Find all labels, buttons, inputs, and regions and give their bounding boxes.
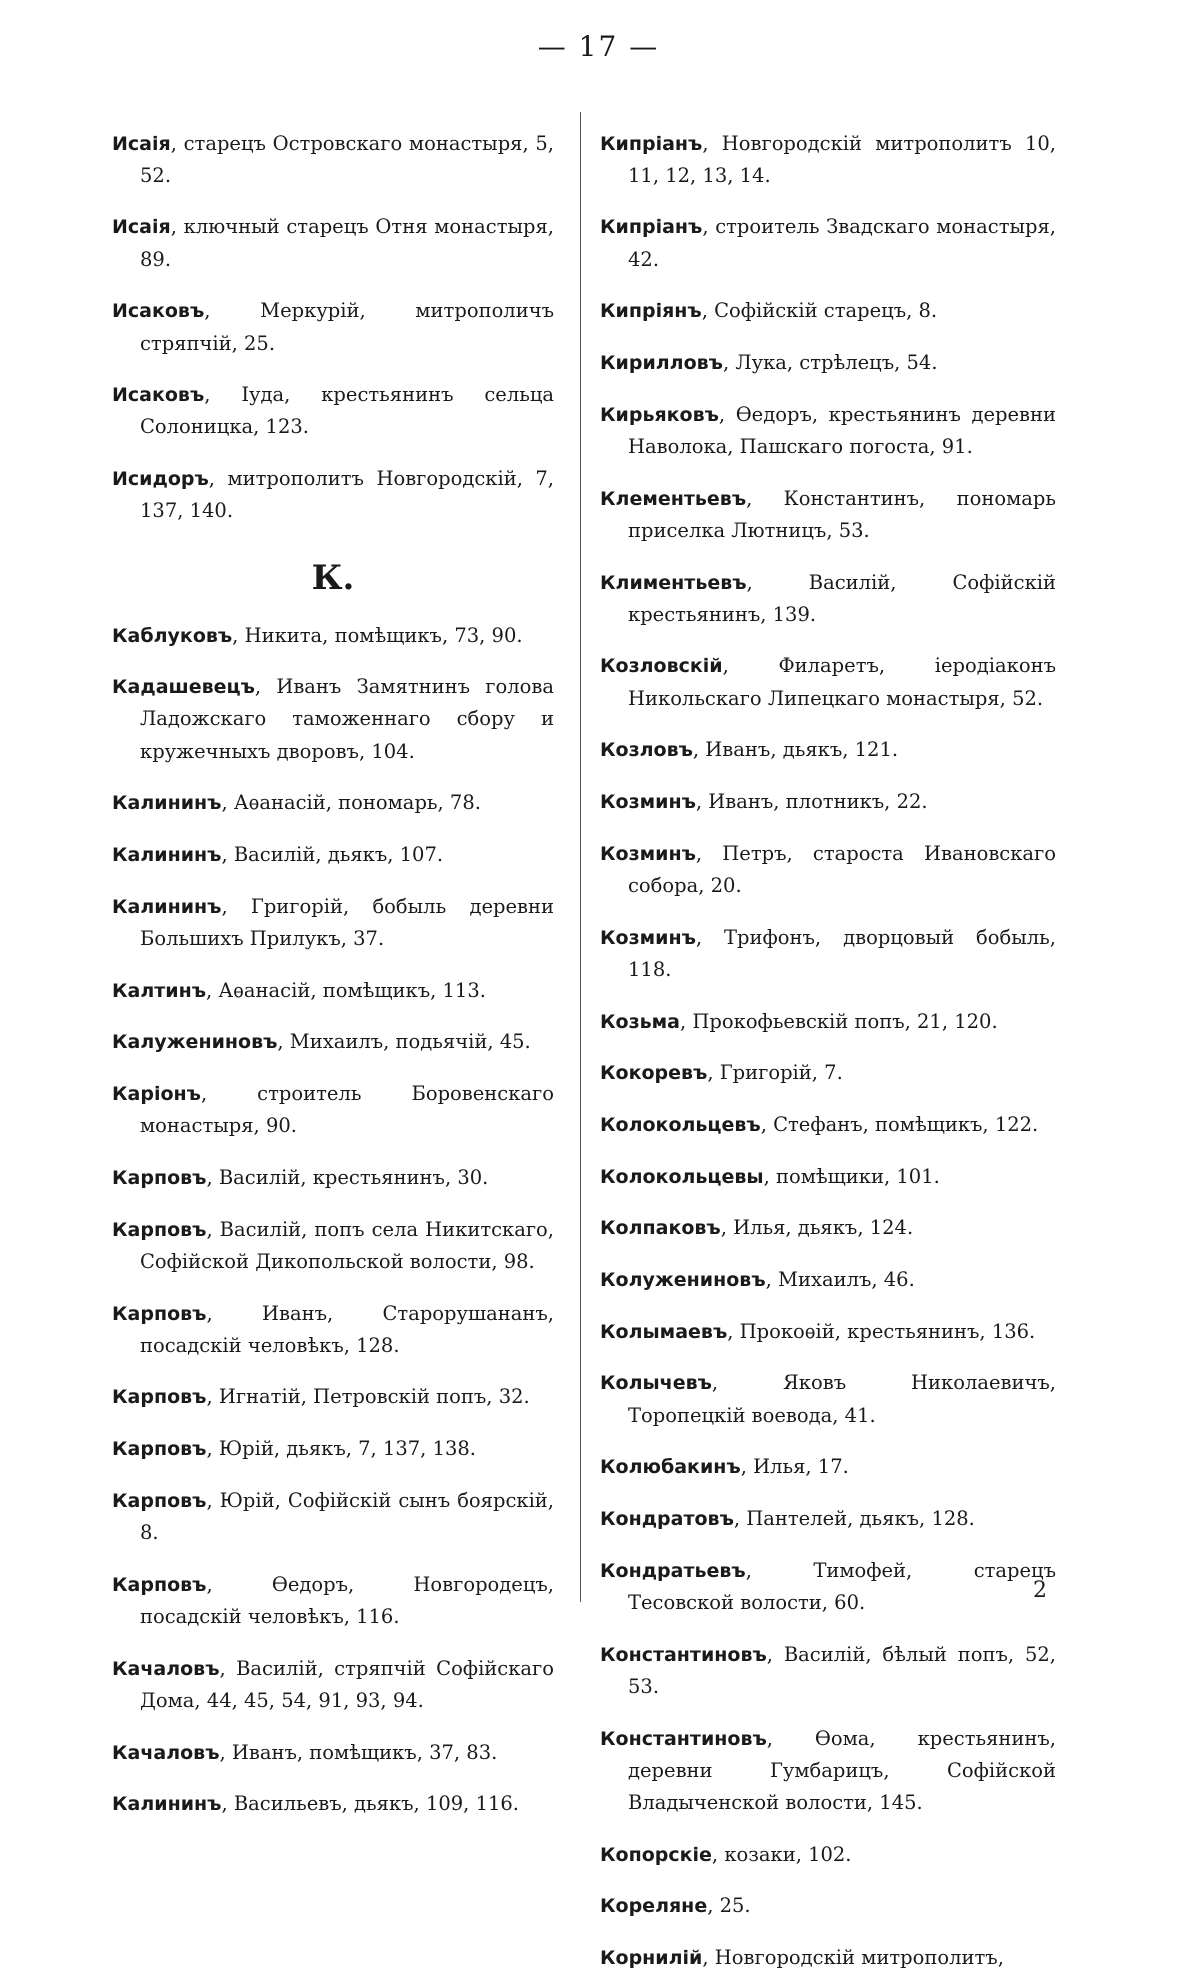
entry-name: Колокольцевъ [600, 1113, 761, 1136]
entry-text: , Василій, дьякъ, 107. [221, 843, 444, 867]
entry-name: Константиновъ [600, 1643, 767, 1666]
index-entry [112, 620, 554, 652]
entry-name: Калининъ [112, 844, 222, 867]
index-entry [600, 399, 1056, 463]
left-column [112, 108, 554, 1824]
index-entry [112, 379, 554, 443]
entry-name: Колужениновъ [600, 1269, 766, 1292]
entry-name: Исидоръ [112, 468, 209, 491]
entry-text: , Иванъ Замятнинъ голова Ладожскаго таможеннаго сбору и кружечныхъ дворовъ, 104. [140, 675, 554, 763]
index-entry [600, 838, 1056, 902]
entry-name: Козьма [600, 1010, 680, 1033]
index-entry [112, 1298, 554, 1362]
index-entry [112, 839, 554, 871]
index-entry [600, 1451, 1056, 1483]
entry-name: Кондратовъ [600, 1508, 734, 1531]
entry-text: , козаки, 102. [711, 1842, 852, 1866]
entry-text: , Меркурій, митрополичъ стряпчій, 25. [140, 299, 554, 355]
entry-text: , Илья, дьякъ, 124. [720, 1216, 914, 1240]
entry-name: Кирилловъ [600, 352, 723, 375]
index-entry [112, 463, 554, 527]
section-letter: К. [311, 557, 355, 598]
entry-text: , помѣщики, 101. [763, 1164, 940, 1188]
index-entry [600, 1057, 1056, 1089]
entry-text: , Юрій, Софійскій сынъ боярскій, 8. [140, 1488, 554, 1545]
index-entry [600, 922, 1056, 986]
index-entry [600, 1006, 1056, 1038]
entry-name: Колюбакинъ [600, 1456, 741, 1479]
entry-name: Кирьяковъ [600, 403, 719, 426]
entry-name: Корнилій [600, 1947, 703, 1970]
entry-text: , Новгородскій митрополитъ, [702, 1946, 1004, 1970]
index-entry [112, 1381, 554, 1413]
index-entry [112, 128, 554, 192]
index-entry [600, 1723, 1056, 1820]
entry-text: , Лука, стрѣлецъ, 54. [722, 351, 938, 375]
entry-name: Каблуковъ [112, 624, 233, 647]
entry-text: , Михаилъ, 46. [765, 1268, 915, 1292]
entry-text: , Ѳедоръ, крестьянинъ деревни Наволока, Пашскаго погоста, 91. [628, 402, 1056, 458]
entry-text: , Стефанъ, помѣщикъ, 122. [760, 1112, 1039, 1136]
entry-name: Калининъ [112, 895, 222, 918]
index-entry [600, 734, 1056, 766]
entry-name: Козминъ [600, 791, 696, 814]
entry-text: , Григорій, бобыль деревни Большихъ Прилукъ, 37. [140, 894, 554, 950]
entry-name: Кондратьевъ [600, 1559, 746, 1582]
entry-text: , Васильевъ, дьякъ, 109, 116. [221, 1792, 519, 1816]
entry-text: , Иванъ, Старорушананъ, посадскій человѣкъ, 128. [140, 1301, 554, 1357]
entry-text: , митрополитъ Новгородскій, 7, 137, 140. [140, 467, 554, 523]
entry-name: Кадашевецъ [112, 676, 255, 699]
entry-text: , ключный старецъ Отня монастыря, 89. [140, 215, 554, 271]
entry-name: Калужениновъ [112, 1031, 278, 1054]
index-entry [112, 787, 554, 819]
index-entry [600, 1212, 1056, 1244]
index-entry [600, 295, 1056, 327]
entry-name: Копорскіе [600, 1843, 712, 1866]
entry-name: Козминъ [600, 926, 696, 949]
entry-name: Кипріанъ [600, 132, 703, 155]
entry-name: Каріонъ [112, 1083, 201, 1106]
index-entry [112, 1788, 554, 1820]
index-entry [112, 975, 554, 1007]
entry-text: , Иванъ, помѣщикъ, 37, 83. [219, 1740, 498, 1764]
index-entry [112, 1653, 554, 1717]
entry-text: , строитель Боровенскаго монастыря, 90. [140, 1082, 554, 1138]
entry-name: Карповъ [112, 1218, 207, 1241]
entry-name: Колымаевъ [600, 1320, 728, 1343]
entry-name: Исаковъ [112, 384, 205, 407]
signature-mark: 2 [1033, 1578, 1047, 1603]
entry-text: , Юрій, дьякъ, 7, 137, 138. [206, 1437, 476, 1461]
index-entry [600, 1161, 1056, 1193]
entry-text: , Василій, крестьянинъ, 30. [206, 1165, 489, 1189]
index-entry [600, 483, 1056, 547]
index-entry [600, 1264, 1056, 1296]
index-entry [112, 1433, 554, 1465]
index-entry [112, 1485, 554, 1549]
entry-text: , Иванъ, плотникъ, 22. [695, 790, 928, 814]
entry-name: Карповъ [112, 1302, 207, 1325]
index-entry [112, 1078, 554, 1142]
entry-text: , Аѳанасій, пономарь, 78. [221, 791, 481, 815]
entry-name: Карповъ [112, 1386, 207, 1409]
index-entry [112, 1026, 554, 1058]
entry-text: , Софійскій старецъ, 8. [701, 299, 938, 323]
entry-name: Кокоревъ [600, 1062, 708, 1085]
index-entry [600, 211, 1056, 275]
entry-name: Колычевъ [600, 1372, 712, 1395]
entry-name: Колокольцевы [600, 1165, 764, 1188]
entry-text: , старецъ Островскаго монастыря, 5, 52. [140, 131, 554, 187]
entry-name: Кипріанъ [600, 216, 703, 239]
column-divider [580, 112, 581, 1602]
entry-text: , Прокофьевскій попъ, 21, 120. [680, 1009, 998, 1033]
entry-text: , Игнатій, Петровскій попъ, 32. [206, 1385, 530, 1409]
page-number: — 17 — [537, 30, 660, 63]
index-entry [600, 1503, 1056, 1535]
index-entry [112, 1569, 554, 1633]
entry-text: , Аѳанасій, помѣщикъ, 113. [206, 978, 486, 1002]
index-entry [112, 295, 554, 359]
entry-text: , Илья, 17. [740, 1455, 849, 1479]
entry-name: Исаія [112, 216, 171, 239]
index-entry [112, 891, 554, 955]
index-entry [112, 211, 554, 275]
entry-text: , Василій, стряпчій Софійскаго Дома, 44, 45, 54, 91, 93, 94. [140, 1656, 554, 1712]
right-column [600, 108, 1056, 1978]
entry-text: , Новгородскій митрополитъ 10, 11, 12, 13, 14. [628, 131, 1056, 187]
entry-text: , Михаилъ, подьячій, 45. [277, 1030, 531, 1054]
entry-name: Козминъ [600, 842, 696, 865]
index-entry [600, 347, 1056, 379]
index-entry [600, 1555, 1056, 1619]
entry-text: , Василій, Софійскій крестьянинъ, 139. [628, 570, 1056, 626]
index-entry [112, 1737, 554, 1769]
entry-text: , Константинъ, пономарь приселка Лютницъ, 53. [628, 486, 1056, 542]
entry-text: , строитель Звадскаго монастыря, 42. [628, 215, 1056, 271]
index-entry [600, 1839, 1056, 1871]
index-entry [600, 1316, 1056, 1348]
index-entry [600, 128, 1056, 192]
entry-text: , 25. [707, 1894, 751, 1918]
entry-text: , Григорій, 7. [707, 1061, 843, 1085]
entry-name: Кипріянъ [600, 300, 702, 323]
entry-text: , Никита, помѣщикъ, 73, 90. [232, 623, 523, 647]
entry-text: , Прокоѳій, крестьянинъ, 136. [727, 1319, 1036, 1343]
index-entry [600, 1109, 1056, 1141]
entry-name: Качаловъ [112, 1741, 220, 1764]
entry-name: Качаловъ [112, 1657, 220, 1680]
entry-name: Козловскій [600, 655, 723, 678]
entry-name: Клементьевъ [600, 487, 747, 510]
entry-name: Исаковъ [112, 300, 205, 323]
entry-text: , Василій, попъ села Никитскаго, Софійской Дикопольской волости, 98. [140, 1217, 554, 1273]
entry-text: , Иванъ, дьякъ, 121. [692, 738, 899, 762]
entry-text: , Тимофей, старецъ Тесовской волости, 60. [628, 1558, 1056, 1614]
entry-text: , Іуда, крестьянинъ сельца Солоницка, 123. [140, 383, 554, 439]
index-entry [600, 567, 1056, 631]
index-entry [600, 1890, 1056, 1922]
entry-text: , Ѳома, крестьянинъ, деревни Гумбарицъ, Софійской Владыченской волости, 145. [628, 1726, 1056, 1815]
entry-text: , Василій, бѣлый попъ, 52, 53. [628, 1642, 1056, 1698]
entry-name: Карповъ [112, 1573, 207, 1596]
index-entry [600, 1367, 1056, 1431]
entry-name: Исаія [112, 132, 171, 155]
entry-text: , Филаретъ, іеродіаконъ Никольскаго Липецкаго монастыря, 52. [628, 654, 1056, 710]
entry-name: Кореляне [600, 1895, 708, 1918]
index-entry [112, 1162, 554, 1194]
entry-name: Константиновъ [600, 1727, 767, 1750]
entry-name: Колпаковъ [600, 1217, 721, 1240]
index-entry [600, 650, 1056, 714]
entry-name: Калтинъ [112, 979, 206, 1002]
index-entry [112, 671, 554, 768]
index-entry [112, 1214, 554, 1278]
entry-name: Калининъ [112, 1793, 222, 1816]
entry-name: Климентьевъ [600, 571, 747, 594]
entry-name: Калининъ [112, 792, 222, 815]
index-entry [600, 1639, 1056, 1703]
index-entry [600, 1942, 1056, 1974]
index-entry [600, 786, 1056, 818]
entry-name: Карповъ [112, 1489, 207, 1512]
entry-text: , Петръ, староста Ивановскаго собора, 20. [628, 841, 1056, 897]
entry-text: , Ѳедоръ, Новгородецъ, посадскій человѣкъ, 116. [140, 1572, 554, 1628]
entry-text: , Трифонъ, дворцовый бобыль, 118. [628, 925, 1056, 981]
entry-text: , Пантелей, дьякъ, 128. [733, 1507, 975, 1531]
entry-name: Карповъ [112, 1166, 207, 1189]
entry-text: , Яковъ Николаевичъ, Торопецкій воевода, 41. [628, 1371, 1056, 1427]
entry-name: Козловъ [600, 739, 693, 762]
entry-name: Карповъ [112, 1438, 207, 1461]
